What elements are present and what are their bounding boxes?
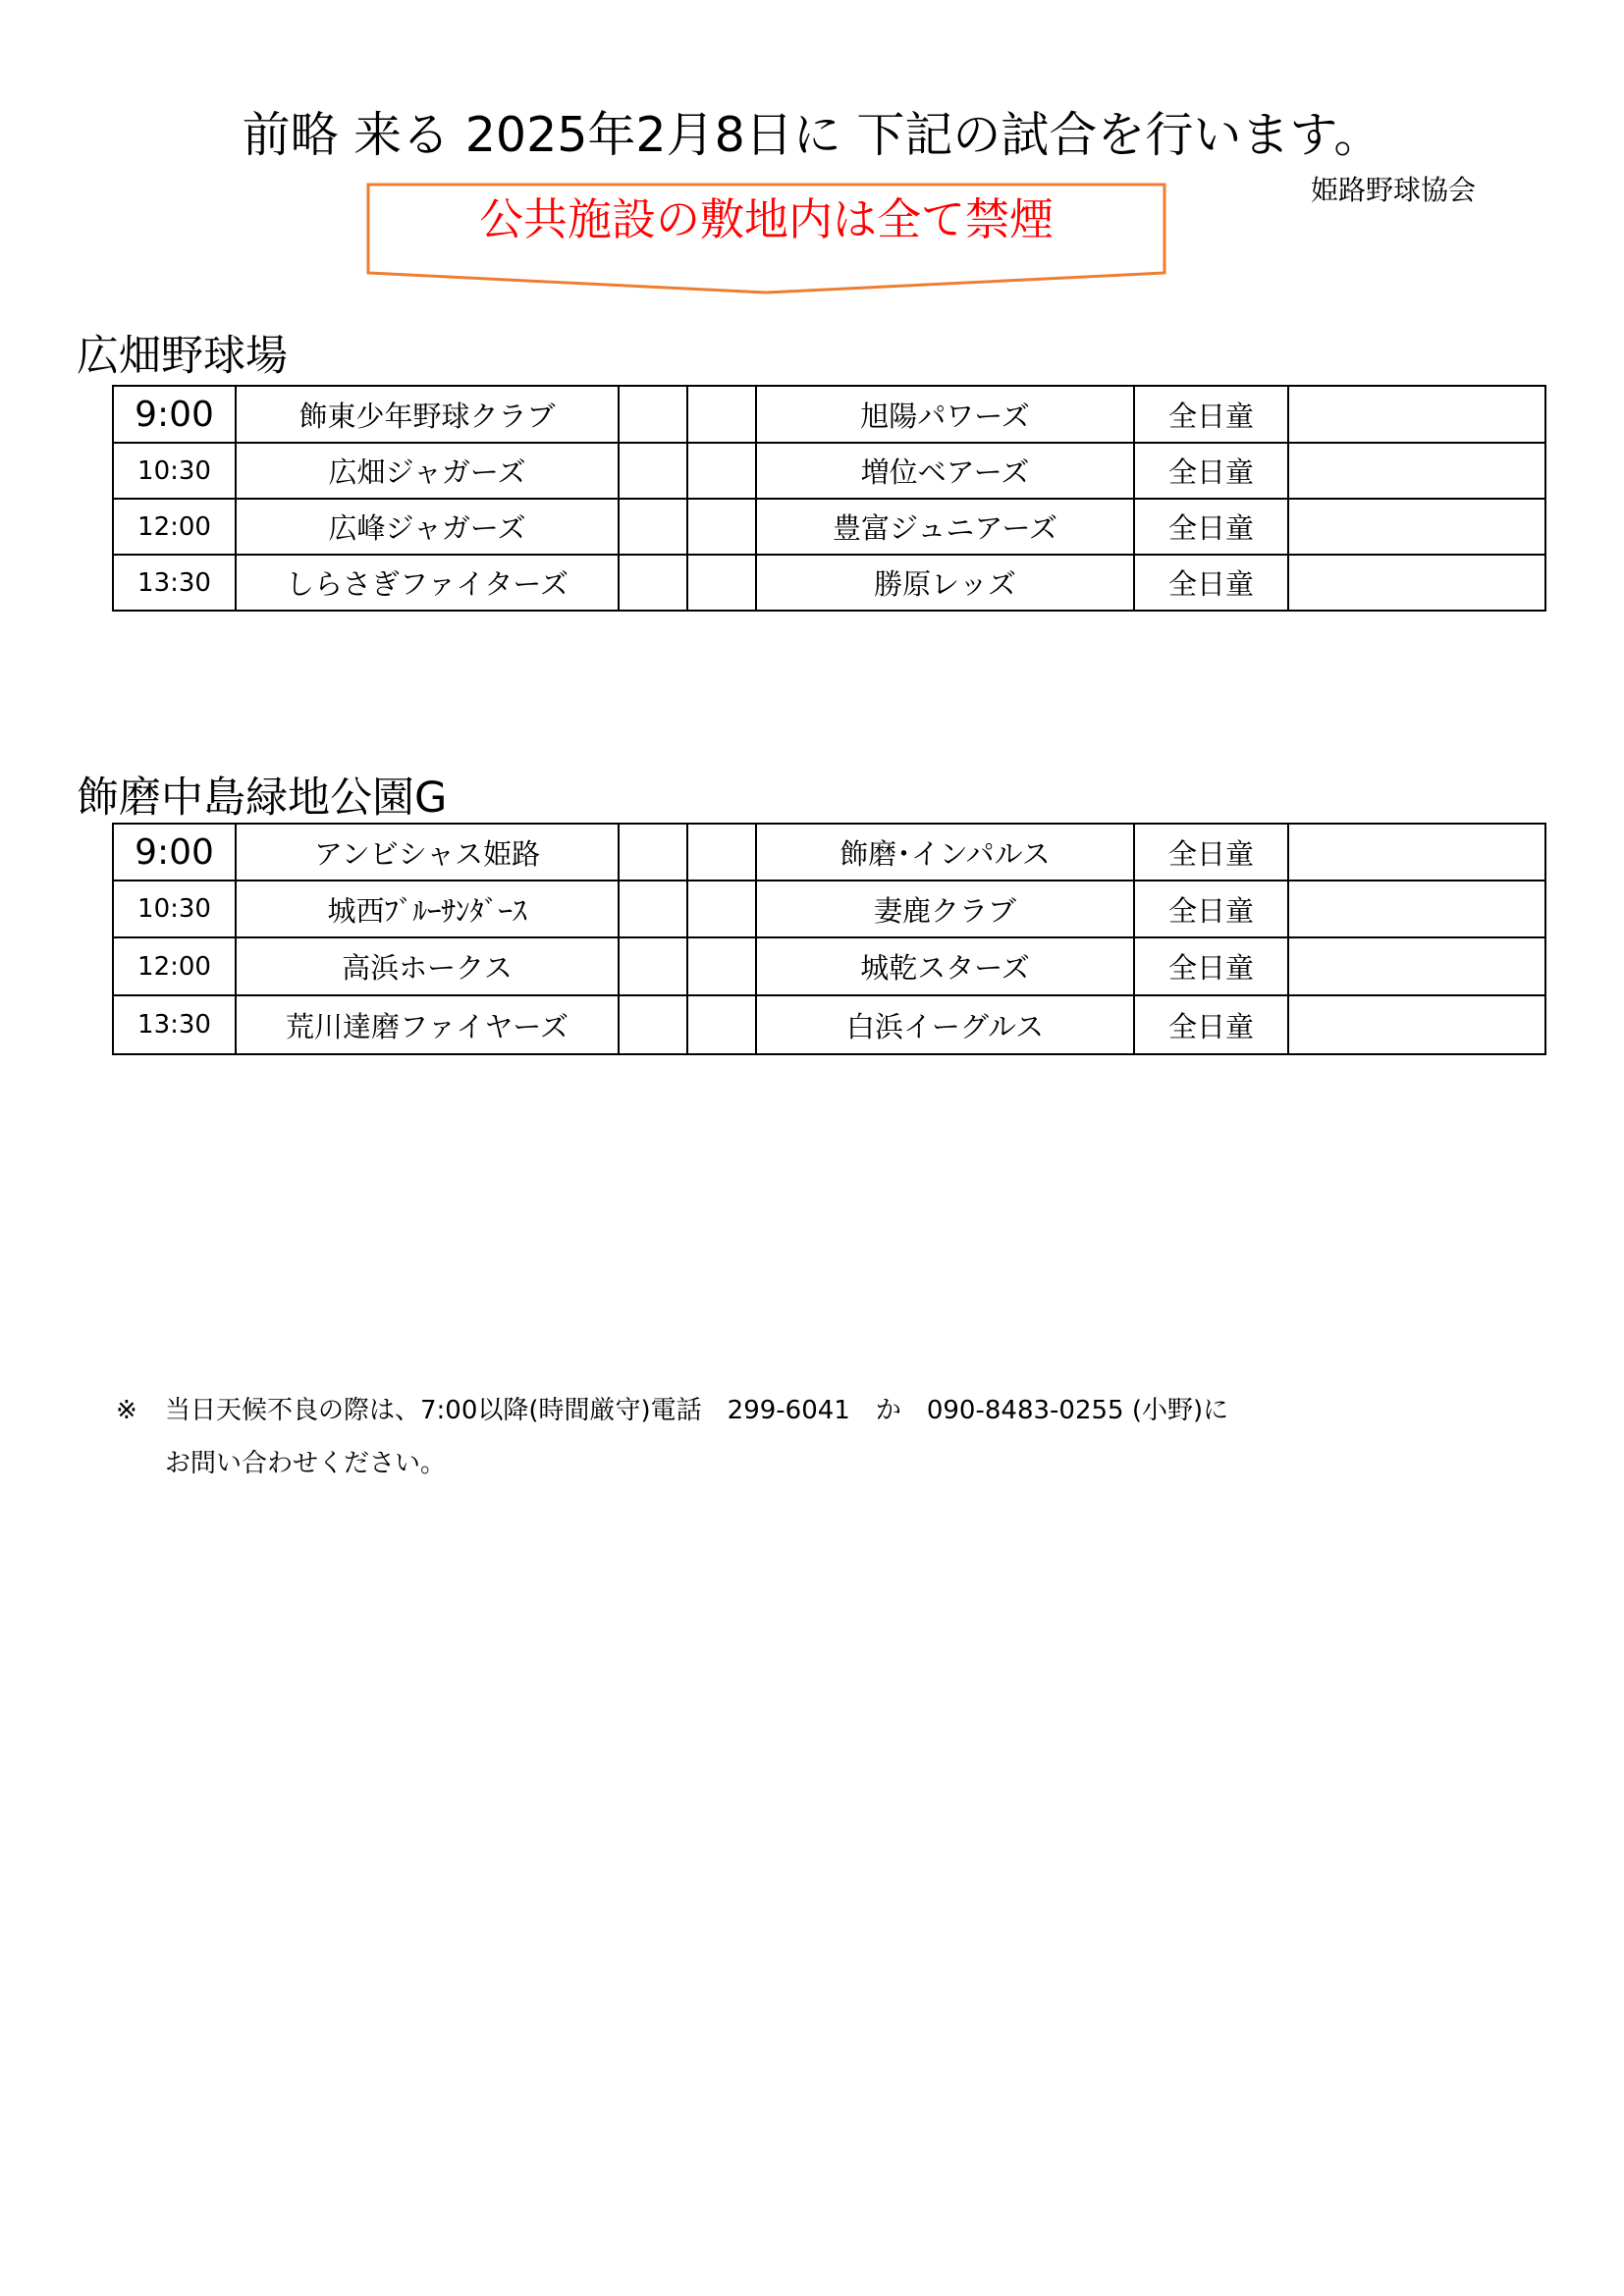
- score-cell: [687, 555, 756, 611]
- organizer-name: 姫路野球協会: [1311, 174, 1477, 206]
- venue-title-hirohata: 広畑野球場: [77, 332, 288, 381]
- notes-cell: [1288, 995, 1545, 1054]
- home-team: しらさぎファイターズ: [236, 555, 619, 611]
- home-team: 荒川達磨ファイヤーズ: [236, 995, 619, 1054]
- table-row: [113, 881, 1545, 937]
- game-time: 12:00: [113, 937, 236, 995]
- home-team: 城西ﾌﾞﾙｰｻﾝﾀﾞｰｽ: [236, 881, 619, 937]
- notes-cell: [1288, 386, 1545, 443]
- page-title: 前略 来る 2025年2月8日に 下記の試合を行います。: [242, 107, 1382, 163]
- notes-cell: [1288, 937, 1545, 995]
- game-category: 全日童: [1134, 443, 1288, 499]
- away-team: 飾磨･インパルス: [756, 824, 1134, 881]
- home-team: 飾東少年野球クラブ: [236, 386, 619, 443]
- score-cell: [687, 824, 756, 881]
- notice-text: 公共施設の敷地内は全て禁煙: [478, 193, 1054, 245]
- home-team: 広畑ジャガーズ: [236, 443, 619, 499]
- game-time: 13:30: [113, 995, 236, 1054]
- table-row: [113, 555, 1545, 611]
- notes-cell: [1288, 555, 1545, 611]
- schedule-table-shikama-nakajima: [112, 823, 1546, 1055]
- game-time: 9:00: [113, 824, 236, 881]
- game-category: 全日童: [1134, 499, 1288, 555]
- score-cell: [619, 499, 687, 555]
- table-row: [113, 937, 1545, 995]
- home-team: アンビシャス姫路: [236, 824, 619, 881]
- game-category: 全日童: [1134, 937, 1288, 995]
- score-cell: [619, 937, 687, 995]
- game-time: 13:30: [113, 555, 236, 611]
- footnote-line-1: [116, 1394, 1228, 1427]
- score-cell: [687, 386, 756, 443]
- score-cell: [619, 386, 687, 443]
- score-cell: [619, 555, 687, 611]
- score-cell: [619, 881, 687, 937]
- score-cell: [687, 499, 756, 555]
- table-row: [113, 824, 1545, 881]
- away-team: 妻鹿クラブ: [756, 881, 1134, 937]
- away-team: 白浜イーグルス: [756, 995, 1134, 1054]
- notes-cell: [1288, 881, 1545, 937]
- reference-mark: ※: [116, 1396, 137, 1425]
- table-row: [113, 995, 1545, 1054]
- score-cell: [687, 995, 756, 1054]
- score-cell: [619, 824, 687, 881]
- away-team: 増位ベアーズ: [756, 443, 1134, 499]
- home-team: 広峰ジャガーズ: [236, 499, 619, 555]
- home-team: 高浜ホークス: [236, 937, 619, 995]
- footnote-text-1: 当日天候不良の際は、7:00以降(時間厳守)電話 299-6041 か 090-8483-0255 (小野)に: [165, 1396, 1229, 1425]
- game-category: 全日童: [1134, 881, 1288, 937]
- score-cell: [619, 995, 687, 1054]
- notes-cell: [1288, 443, 1545, 499]
- game-category: 全日童: [1134, 386, 1288, 443]
- game-time: 12:00: [113, 499, 236, 555]
- away-team: 勝原レッズ: [756, 555, 1134, 611]
- game-time: 10:30: [113, 443, 236, 499]
- table-row: [113, 386, 1545, 443]
- score-cell: [687, 881, 756, 937]
- game-category: 全日童: [1134, 824, 1288, 881]
- notes-cell: [1288, 824, 1545, 881]
- score-cell: [619, 443, 687, 499]
- game-time: 9:00: [113, 386, 236, 443]
- table-row: [113, 499, 1545, 555]
- notes-cell: [1288, 499, 1545, 555]
- no-smoking-notice: [366, 183, 1166, 295]
- game-time: 10:30: [113, 881, 236, 937]
- score-cell: [687, 937, 756, 995]
- footnote-line-2: お問い合わせください。: [165, 1449, 447, 1478]
- table-row: [113, 443, 1545, 499]
- venue-title-shikama-nakajima: 飾磨中島緑地公園G: [77, 774, 448, 823]
- game-category: 全日童: [1134, 995, 1288, 1054]
- away-team: 城乾スターズ: [756, 937, 1134, 995]
- schedule-table-hirohata: [112, 385, 1546, 612]
- game-category: 全日童: [1134, 555, 1288, 611]
- away-team: 旭陽パワーズ: [756, 386, 1134, 443]
- away-team: 豊富ジュニアーズ: [756, 499, 1134, 555]
- score-cell: [687, 443, 756, 499]
